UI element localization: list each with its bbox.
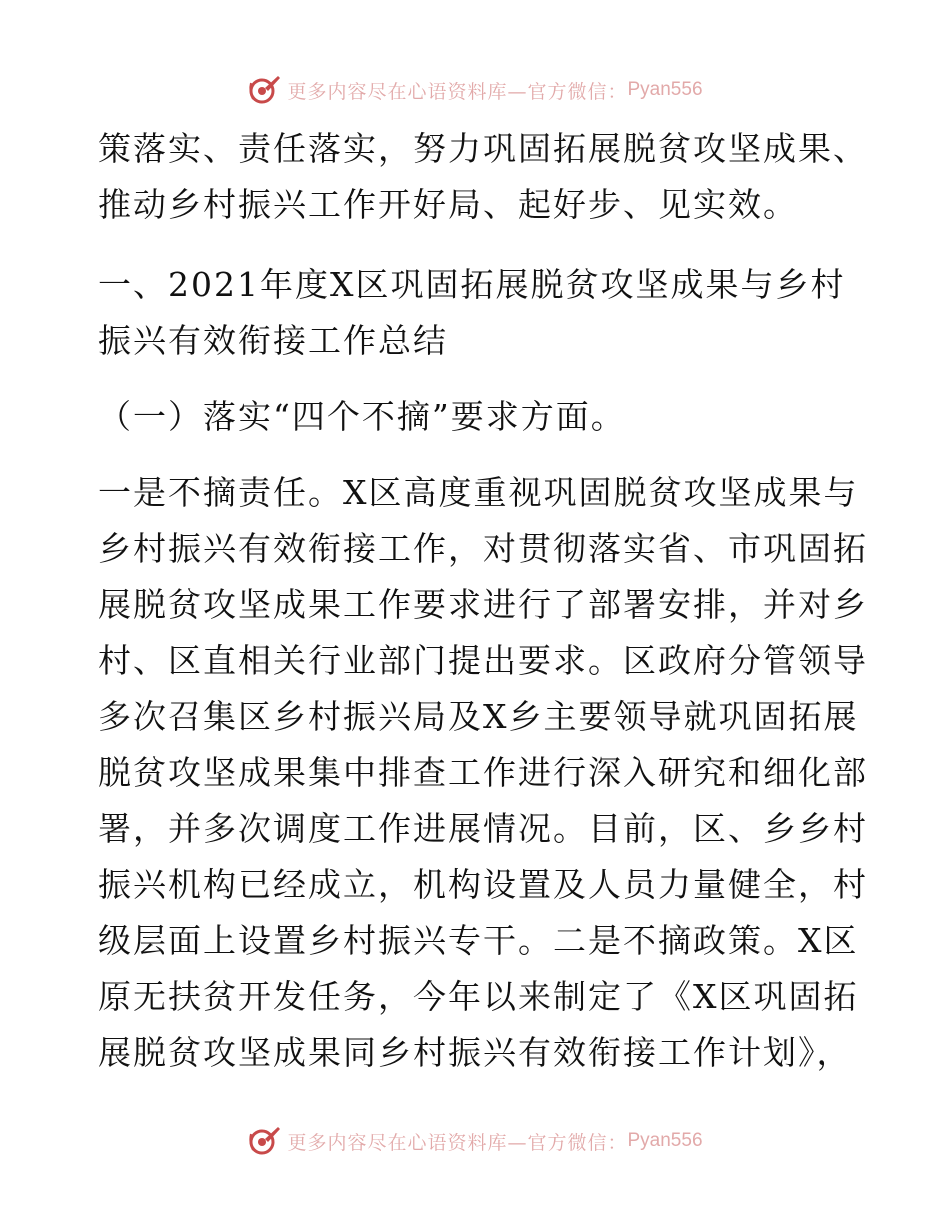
text-line: 乡村振兴有效衔接工作，对贯彻落实省、市巩固拓 (98, 529, 868, 568)
watermark-site-text: 更多内容尽在心语资料库—官方微信： (287, 80, 628, 103)
document-body (98, 121, 868, 1081)
watermark-wechat-id: Pyan556 (627, 79, 703, 100)
paragraph-body (98, 465, 868, 1081)
red-pen-logo-icon (247, 73, 281, 107)
red-pen-logo-icon (247, 1124, 281, 1158)
watermark-header (0, 70, 950, 110)
text-line: 振兴机构已经成立，机构设置及人员力量健全，村 (98, 865, 868, 904)
text-line: 村、区直相关行业部门提出要求。区政府分管领导 (98, 641, 868, 680)
heading-line: 一、2021年度X区巩固拓展脱贫攻坚成果与乡村 (98, 265, 846, 304)
watermark-site-text: 更多内容尽在心语资料库—官方微信： (287, 1131, 628, 1154)
text-line: 展脱贫攻坚成果同乡村振兴有效衔接工作计划》， (98, 1033, 852, 1072)
text-line: 署，并多次调度工作进展情况。目前，区、乡乡村 (98, 809, 868, 848)
text-line: 脱贫攻坚成果集中排查工作进行深入研究和细化部 (98, 753, 868, 792)
section-heading-2 (98, 389, 858, 445)
text-line: 级层面上设置乡村振兴专干。二是不摘政策。X区 (98, 921, 859, 960)
section-heading-1 (98, 257, 858, 369)
text-line: 策落实、责任落实，努力巩固拓展脱贫攻坚成果、 (98, 129, 868, 168)
paragraph-intro (98, 121, 868, 233)
text-line: 一是不摘责任。X区高度重视巩固脱贫攻坚成果与 (98, 473, 859, 512)
text-line: 推动乡村振兴工作开好局、起好步、见实效。 (98, 185, 798, 224)
heading-line: 振兴有效衔接工作总结 (98, 321, 448, 360)
text-line: 多次召集区乡村振兴局及X乡主要领导就巩固拓展 (98, 697, 859, 736)
watermark-wechat-id: Pyan556 (627, 1130, 703, 1151)
heading-line: （一）落实“四个不摘”要求方面。 (98, 397, 626, 436)
text-line: 展脱贫攻坚成果工作要求进行了部署安排，并对乡 (98, 585, 868, 624)
text-line: 原无扶贫开发任务，今年以来制定了《X区巩固拓 (98, 977, 859, 1016)
watermark-footer (0, 1121, 950, 1161)
